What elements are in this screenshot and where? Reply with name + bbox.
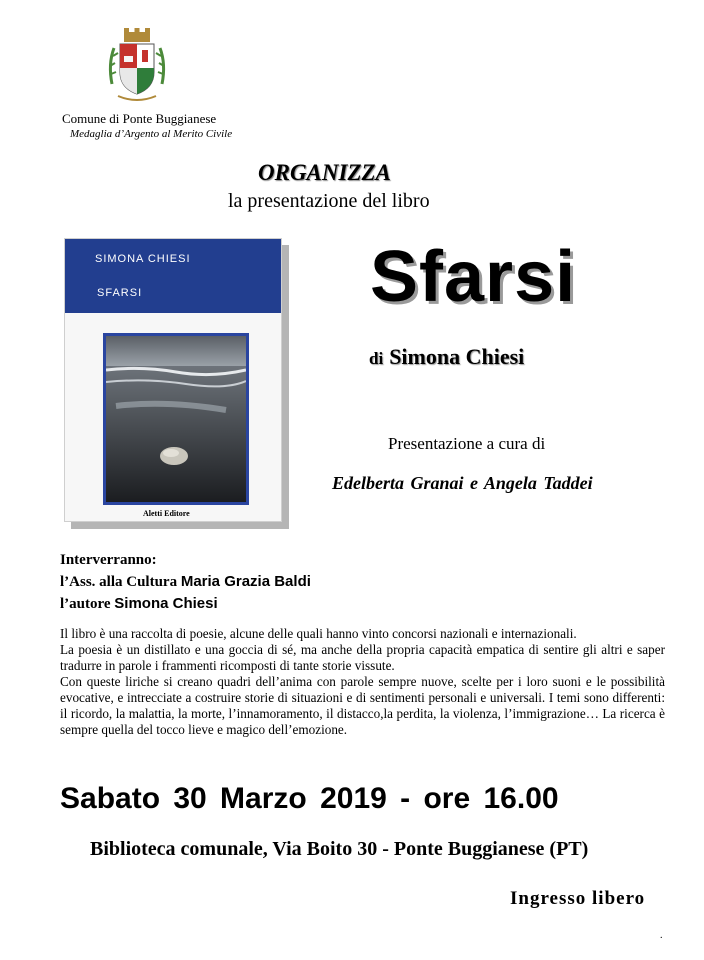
event-date: Sabato 30 Marzo 2019 - ore 16.00 <box>60 782 559 815</box>
description-text <box>60 626 665 738</box>
book-cover-photo <box>103 333 249 505</box>
speakers-block <box>60 550 311 615</box>
comune-name: Comune di Ponte Buggianese <box>62 111 217 126</box>
book-cover-band <box>65 239 281 313</box>
organizza-heading: ORGANIZZA <box>258 160 391 185</box>
speaker-2-role: l’autore <box>60 596 115 612</box>
presentation-subtitle: la presentazione del libro <box>228 190 430 212</box>
byline-di: di <box>369 349 384 368</box>
book-title: Sfarsi <box>370 237 577 317</box>
trailing-dot: . <box>660 930 663 941</box>
speaker-2-name: Simona Chiesi <box>114 595 218 612</box>
speaker-line-1 <box>60 571 311 593</box>
book-cover-title: SFARSI <box>97 287 143 299</box>
book-cover-author: SIMONA CHIESI <box>95 253 191 265</box>
description-paragraph: Il libro è una raccolta di poesie, alcune delle quali hanno vinto concorsi nazionali e internazionali. <box>60 626 577 641</box>
medal-subtitle: Medaglia d’Argento al Merito Civile <box>70 128 233 140</box>
description-paragraph: Con queste liriche si creano quadri dell’anima con parole sempre nuove, scelte per i loro suoni e le possibilità evocative, e intrecciate a costruire storie di situazioni e di sentimenti personali e universali. I temi sono differenti: il ricordo, la malattia, la morte, l’innamoramento, il distacco,la perdita, la violenza, l’immigrazione… La ricerca è sempre quella del tocco lieve e magico dell’emozione. <box>60 674 665 737</box>
speaker-1-role: l’Ass. alla Cultura <box>60 574 181 590</box>
speakers-heading: Interverranno: <box>60 552 157 568</box>
entry-info: Ingresso libero <box>510 888 646 909</box>
book-cover-publisher: Aletti Editore <box>143 509 190 518</box>
author-byline <box>369 344 524 370</box>
event-venue: Biblioteca comunale, Via Boito 30 - Ponte Buggianese (PT) <box>90 838 589 860</box>
municipal-crest-icon <box>104 26 170 106</box>
description-paragraph: La poesia è un distillato e una goccia di sé, ma anche della propria capacità empatica di sentire gli altri e saper tradurre in parole i frammenti ricomposti di tante storie vissute. <box>60 642 665 673</box>
presentation-label: Presentazione a cura di <box>388 434 546 453</box>
speaker-line-2 <box>60 593 311 615</box>
book-cover <box>64 238 282 522</box>
curators: Edelberta Granai e Angela Taddei <box>332 473 593 493</box>
byline-author: Simona Chiesi <box>389 344 525 369</box>
speaker-1-name: Maria Grazia Baldi <box>180 573 311 590</box>
